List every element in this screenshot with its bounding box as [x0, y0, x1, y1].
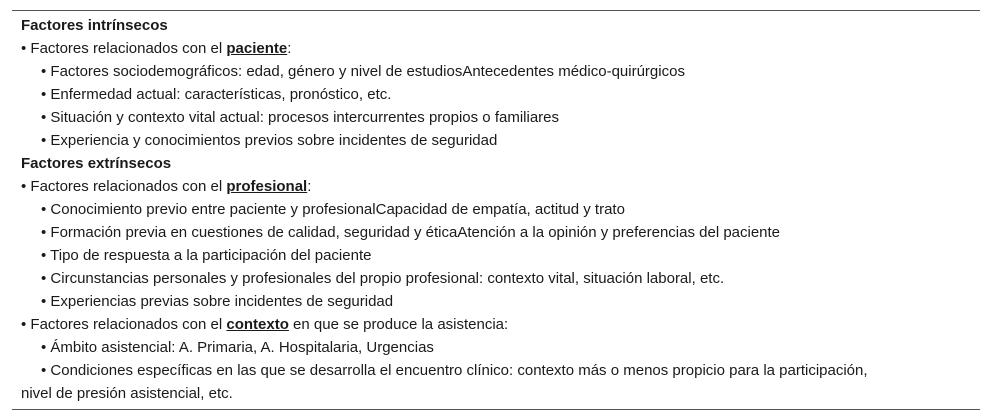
patient-keyword: paciente — [226, 40, 288, 57]
list-item: • Experiencia y conocimientos previos sobre incidentes de seguridad — [41, 132, 498, 149]
list-item: • Circunstancias personales y profesionales del propio profesional: contexto vital, situación laboral, etc. — [41, 270, 725, 287]
factors-table — [12, 10, 980, 410]
list-item: • Enfermedad actual: características, pronóstico, etc. — [41, 86, 392, 103]
list-item: • Factores sociodemográficos: edad, género y nivel de estudiosAntecedentes médico-quirúrgicos — [41, 63, 685, 80]
list-item: • Situación y contexto vital actual: procesos intercurrentes propios o familiares — [41, 109, 559, 126]
list-item-wrapped-first: • Condiciones específicas en las que se desarrolla el encuentro clínico: contexto más o menos propicio para la participación, — [41, 362, 868, 379]
professional-factors-line — [21, 175, 980, 198]
professional-keyword: profesional — [226, 178, 308, 195]
context-factors-line — [21, 313, 980, 336]
list-item-wrapped-continuation: nivel de presión asistencial, etc. — [21, 385, 233, 402]
context-factors-suffix: en que se produce la asistencia: — [288, 316, 509, 333]
intrinsic-heading: Factores intrínsecos — [21, 17, 168, 34]
professional-factors-suffix: : — [307, 178, 312, 195]
patient-factors-suffix: : — [287, 40, 292, 57]
list-item: • Ámbito asistencial: A. Primaria, A. Hospitalaria, Urgencias — [41, 339, 434, 356]
context-keyword: contexto — [226, 316, 289, 333]
list-item: • Conocimiento previo entre paciente y profesionalCapacidad de empatía, actitud y trato — [41, 201, 625, 218]
patient-factors-line — [21, 37, 980, 60]
list-item: • Formación previa en cuestiones de calidad, seguridad y éticaAtención a la opinión y preferencias del paciente — [41, 224, 781, 241]
extrinsic-heading: Factores extrínsecos — [21, 155, 172, 172]
patient-factors-prefix: • Factores relacionados con el — [21, 40, 227, 57]
context-factors-prefix: • Factores relacionados con el — [21, 316, 227, 333]
list-item: • Tipo de respuesta a la participación del paciente — [41, 247, 372, 264]
professional-factors-prefix: • Factores relacionados con el — [21, 178, 227, 195]
list-item: • Experiencias previas sobre incidentes de seguridad — [41, 293, 394, 310]
